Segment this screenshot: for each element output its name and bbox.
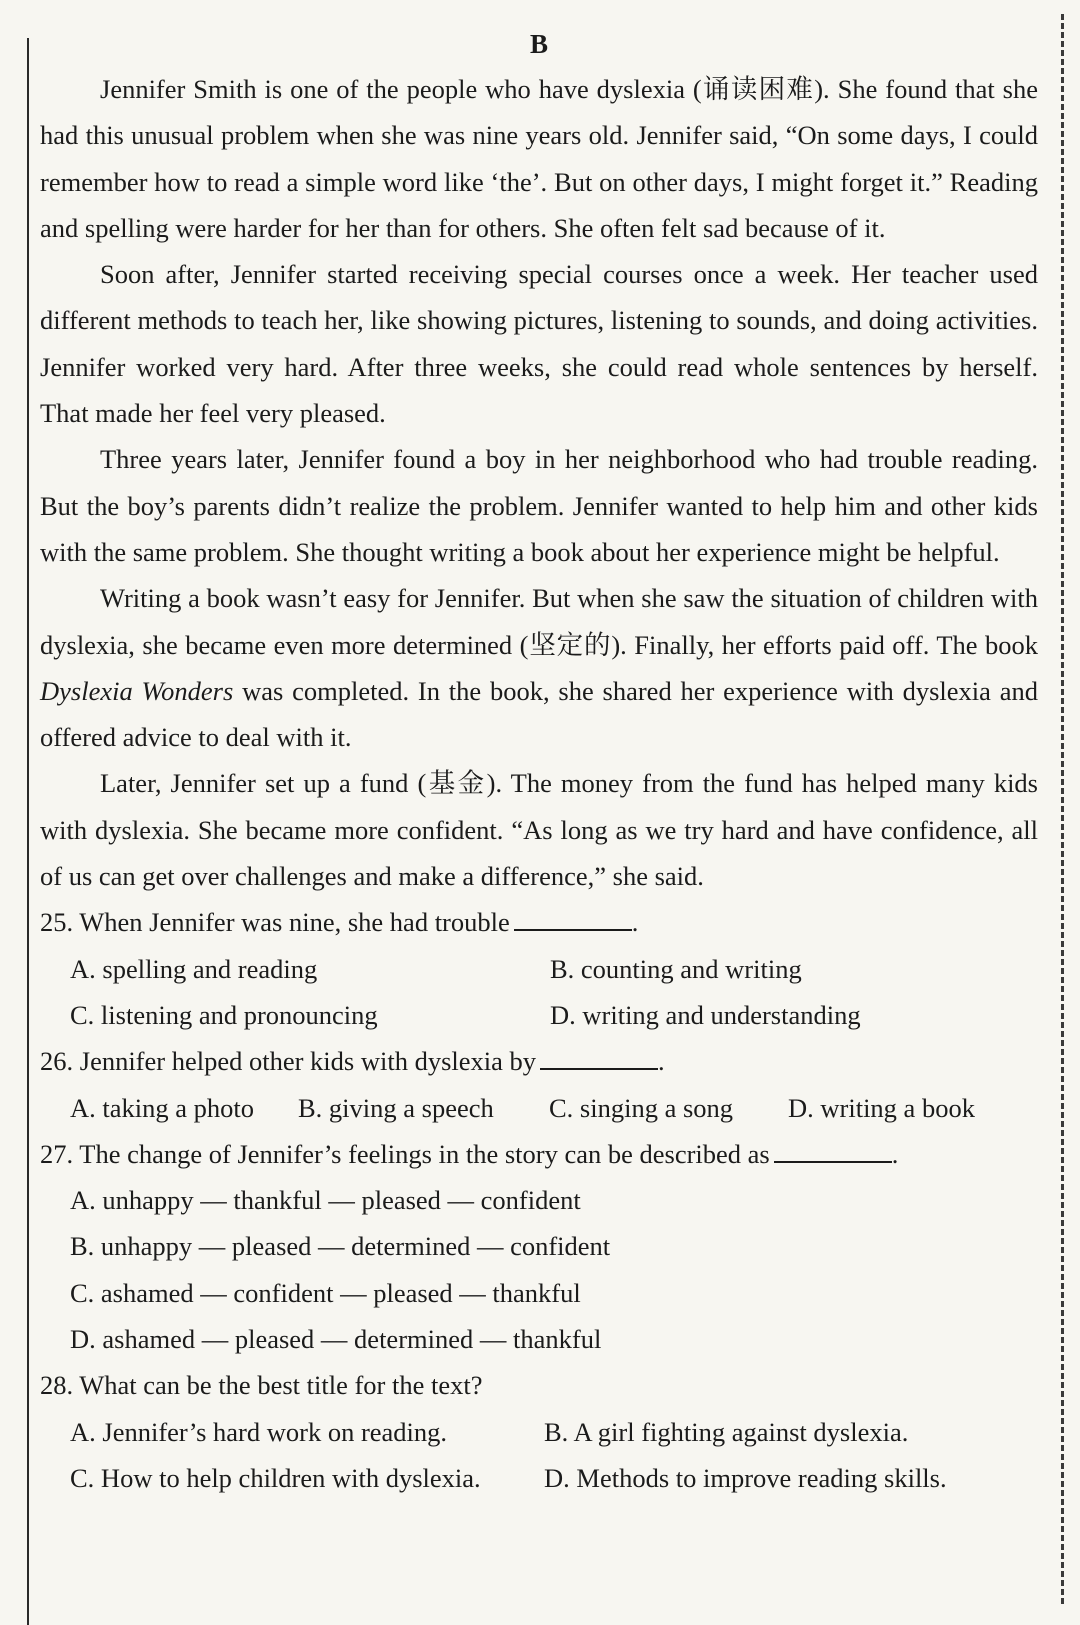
left-margin-rule [27,38,29,1625]
question-25-options [40,946,1038,1039]
option-25-a[interactable]: A. spelling and reading [70,953,318,984]
option-26-a[interactable]: A. taking a photo [70,1092,254,1123]
option-25-d[interactable]: D. writing and understanding [550,999,861,1030]
question-26-stem: 26. Jennifer helped other kids with dyslexia by [40,1046,537,1077]
question-26 [40,1038,1038,1131]
passage-paragraph-4 [40,575,1038,760]
paragraph-4-text-after-title: was completed. In the book, she shared her experience with dyslexia and offered advice to deal with it. [40,675,1038,753]
option-26-b[interactable]: B. giving a speech [298,1092,494,1123]
question-27-end: . [891,1138,899,1169]
answer-blank-27[interactable] [774,1137,892,1163]
passage-paragraph-2: Soon after, Jennifer started receiving special courses once a week. Her teacher used different methods to teach her, like showing pictures, listening to sounds, and doing activities. Jennifer worked very hard. After three weeks, she could read whole sentences by herself. That made her feel very pleased. [40,259,1038,429]
option-26-c[interactable]: C. singing a song [549,1092,734,1123]
option-26-d[interactable]: D. writing a book [788,1092,975,1123]
option-25-b[interactable]: B. counting and writing [550,953,802,984]
book-title: Dyslexia Wonders [40,675,234,706]
question-26-options [40,1085,1038,1131]
paragraph-4-text-before-title: Writing a book wasn’t easy for Jennifer. But when she saw the situation of children with dyslexia, she became even more determined (坚定的). Finally, her efforts paid off. The book [40,583,1038,660]
question-25-stem: 25. When Jennifer was nine, she had trouble [40,907,510,938]
exam-page [40,22,1038,1501]
option-27-b[interactable]: B. unhappy — pleased — determined — confident [70,1231,611,1262]
option-27-a[interactable]: A. unhappy — thankful — pleased — confident [70,1185,581,1216]
passage-paragraph-5: Later, Jennifer set up a fund (基金). The money from the fund has helped many kids with dyslexia. She became more confident. “As long as we try hard and have confidence, all of us can get over challenges and make a difference,” she said. [40,768,1038,892]
reading-passage [40,66,1038,899]
question-28-options [40,1409,1038,1502]
binding-dashed-line [1061,14,1064,1604]
question-25 [40,899,1038,1038]
section-label: B [529,29,548,59]
option-28-c[interactable]: C. How to help children with dyslexia. [70,1462,481,1493]
option-27-d[interactable]: D. ashamed — pleased — determined — thankful [70,1324,602,1355]
option-28-d[interactable]: D. Methods to improve reading skills. [544,1462,947,1493]
question-27 [40,1131,1038,1362]
question-27-stem-line [40,1131,1038,1177]
question-25-stem-line [40,899,1038,945]
question-28 [40,1362,1038,1501]
passage-paragraph-1: Jennifer Smith is one of the people who have dyslexia (诵读困难). She found that she had this unusual problem when she was nine years old. Jennifer said, “On some days, I could remember how to read a simple word like ‘the’. But on other days, I might forget it.” Reading and spelling were harder for her than for others. She often felt sad because of it. [40,74,1038,243]
question-27-options [40,1177,1038,1362]
answer-blank-26[interactable] [540,1044,658,1070]
option-25-c[interactable]: C. listening and pronouncing [70,999,378,1030]
passage-paragraph-3: Three years later, Jennifer found a boy in her neighborhood who had trouble reading. But the boy’s parents didn’t realize the problem. Jennifer wanted to help him and other kids with the same problem. She thought writing a book about her experience might be helpful. [40,444,1038,567]
question-26-stem-line [40,1038,1038,1084]
option-28-a[interactable]: A. Jennifer’s hard work on reading. [70,1416,448,1447]
question-25-end: . [631,907,639,938]
question-26-end: . [658,1046,665,1077]
answer-blank-25[interactable] [514,905,632,931]
question-27-stem: 27. The change of Jennifer’s feelings in the story can be described as [40,1138,770,1169]
question-28-stem: 28. What can be the best title for the text? [40,1370,483,1401]
option-28-b[interactable]: B. A girl fighting against dyslexia. [544,1416,909,1447]
option-27-c[interactable]: C. ashamed — confident — pleased — thankful [70,1277,581,1308]
